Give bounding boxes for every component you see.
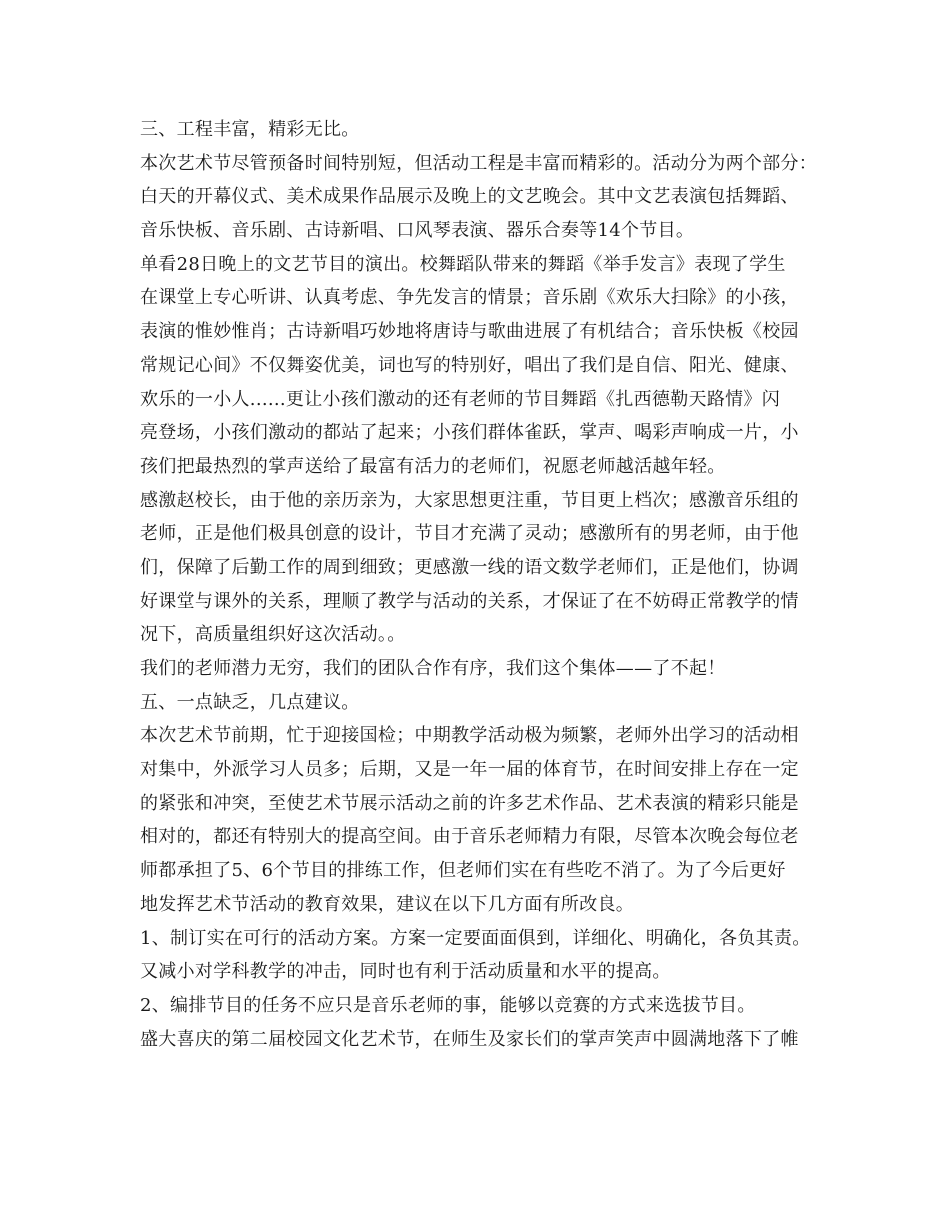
paragraph-line: 孩们把最热烈的掌声送给了最富有活力的老师们，祝愿老师越活越年轻。: [140, 455, 726, 477]
paragraph-line: 常规记心间》不仅舞姿优美，词也写的特别好，唱出了我们是自信、阳光、健康、: [140, 354, 799, 376]
paragraph-line: 感激赵校长，由于他的亲历亲为，大家思想更注重，节目更上档次；感激音乐组的: [140, 489, 799, 511]
paragraph-line: 表演的惟妙惟肖；古诗新唱巧妙地将唐诗与歌曲进展了有机结合；音乐快板《校园: [140, 321, 799, 343]
paragraph-line: 师都承担了5、6个节目的排练工作，但老师们实在有些吃不消了。为了今后更好: [140, 860, 786, 882]
paragraph-line: 亮登场，小孩们激动的都站了起来；小孩们群体雀跃，掌声、喝彩声响成一片，小: [140, 422, 799, 444]
paragraph-line: 在课堂上专心听讲、认真考虑、争先发言的情景；音乐剧《欢乐大扫除》的小孩，: [140, 287, 799, 309]
paragraph-line: 欢乐的一小人......更让小孩们激动的还有老师的节目舞蹈《扎西德勒天路情》闪: [140, 388, 781, 410]
paragraph-line: 地发挥艺术节活动的教育效果，建议在以下几方面有所改良。: [140, 893, 635, 915]
paragraph-line: 音乐快板、音乐剧、古诗新唱、口风琴表演、器乐合奏等14个节目。: [140, 220, 695, 242]
paragraph-line: 我们的老师潜力无穷，我们的团队合作有序，我们这个集体——了不起！: [140, 658, 726, 679]
paragraph-line: 的紧张和冲突，至使艺术节展示活动之前的许多艺术作品、艺术表演的精彩只能是: [140, 792, 799, 814]
paragraph-line: 单看28日晚上的文艺节目的演出。校舞蹈队带来的舞蹈《举手发言》表现了学生: [140, 253, 786, 275]
paragraph-line: 本次艺术节尽管预备时间特别短，但活动工程是丰富而精彩的。活动分为两个部分：: [140, 152, 818, 174]
paragraph-line: 又减小对学科教学的冲击，同时也有利于活动质量和水平的提高。: [140, 961, 671, 983]
list-item-line: 2、编排节目的任务不应只是音乐老师的事，能够以竞赛的方式来选拔节目。: [140, 994, 756, 1016]
paragraph-line: 本次艺术节前期，忙于迎接国检；中期教学活动极为频繁，老师外出学习的活动相: [140, 725, 799, 747]
paragraph-line: 盛大喜庆的第二届校园文化艺术节，在师生及家长们的掌声笑声中圆满地落下了帷: [140, 1028, 799, 1050]
section-heading: 三、工程丰富，精彩无比。: [140, 119, 360, 140]
paragraph-line: 老师，正是他们极具创意的设计，节目才充满了灵动；感激所有的男老师，由于他: [140, 523, 799, 545]
list-item-line: 1、制订实在可行的活动方案。方案一定要面面俱到，详细化、明确化，各负其责。: [140, 927, 811, 949]
paragraph-line: 况下，高质量组织好这次活动。。: [140, 624, 406, 646]
paragraph-line: 对集中，外派学习人员多；后期，又是一年一届的体育节，在时间安排上存在一定: [140, 759, 799, 781]
document-body: [140, 113, 830, 1056]
paragraph-line: 相对的，都还有特别大的提高空间。由于音乐老师精力有限，尽管本次晚会每位老: [140, 826, 799, 848]
paragraph-line: 们，保障了后勤工作的周到细致；更感激一线的语文数学老师们，正是他们，协调: [140, 556, 799, 578]
paragraph-line: 白天的开幕仪式、美术成果作品展示及晚上的文艺晚会。其中文艺表演包括舞蹈、: [140, 186, 799, 208]
section-heading: 五、一点缺乏，几点建议。: [140, 691, 360, 713]
paragraph-line: 好课堂与课外的关系，理顺了教学与活动的关系，才保证了在不妨碍正常教学的情: [140, 590, 799, 612]
